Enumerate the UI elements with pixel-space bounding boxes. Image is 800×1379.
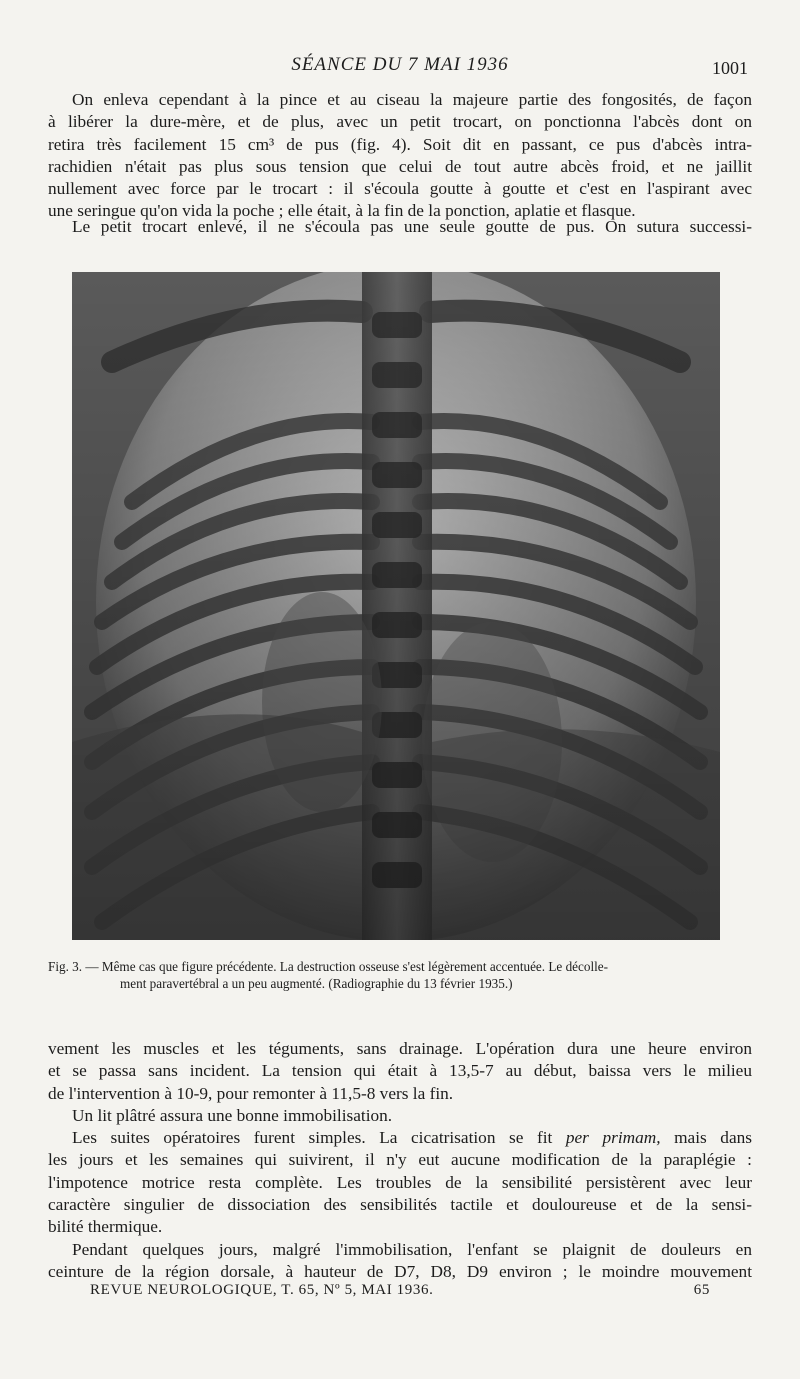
running-title: SÉANCE DU 7 MAI 1936 [291,54,509,75]
italic-phrase: per primam, [565,1128,661,1148]
text-line: et se passa sans incident. La tension qui était à 13,5-7 au début, baissa vers le milieu [48,1061,752,1081]
text-line: rachidien n'était pas plus sous tension que celui de tout autre abcès froid, et ne jaillit [48,156,752,176]
text-line: retira très facilement 15 cm³ de pus (fig. 4). Soit dit en passant, ce pus d'abcès intra- [48,134,752,154]
text-line [48,1127,752,1149]
text-line: caractère singulier de dissociation des sensibilités tactile et douloureuse et de la sensi- [48,1195,752,1215]
paragraph-operation [48,89,752,223]
text-fragment: Les suites opératoires furent simples. La cicatrisation se fit [72,1128,566,1148]
text-line: nullement avec force par le trocart : il s'écoula goutte à goutte et c'est en l'aspirant avec [48,179,752,199]
text-fragment: mais dans [660,1128,752,1148]
text-line: Un lit plâtré assura une bonne immobilisation. [72,1105,393,1125]
text-line: bilité thermique. [48,1217,163,1237]
signature-number: 65 [693,1282,710,1298]
paragraph-suture [48,216,752,238]
text-line: les jours et les semaines qui suivirent, il n'y eut aucune modification de la paraplégie : [48,1150,752,1170]
chest-radiograph-image [72,272,720,940]
text-line: de l'intervention à 10-9, pour remonter à 11,5-8 vers la fin. [48,1083,454,1103]
caption-line: ment paravertébral a un peu augmenté. (Radiographie du 13 février 1935.) [120,976,513,991]
figure-caption [48,958,754,992]
text-line: Le petit trocart enlevé, il ne s'écoula pas une seule goutte de pus. On sutura successi- [72,217,752,236]
running-head [0,52,800,82]
text-line: à libérer la dure-mère, et de plus, avec un petit trocart, on ponctionna l'abcès dont on [48,112,752,132]
text-line: vement les muscles et les téguments, sans drainage. L'opération dura une heure environ [48,1039,752,1058]
text-line: ceinture de la région dorsale, à hauteur de D7, D8, D9 environ ; le moindre mouvement [48,1261,752,1281]
caption-line: Fig. 3. — Même cas que figure précédente. La destruction osseuse s'est légèrement accentuée. Le décolle- [48,959,609,974]
journal-reference: REVUE NEUROLOGIQUE, T. 65, Nº 5, MAI 1936. [90,1282,434,1298]
text-line: Pendant quelques jours, malgré l'immobilisation, l'enfant se plaignit de douleurs en [72,1239,752,1259]
page-number: 1001 [712,58,748,78]
text-line: On enleva cependant à la pince et au ciseau la majeure partie des fongosités, de façon [72,90,752,109]
text-line: une seringue qu'on vida la poche ; elle était, à la fin de la ponction, aplatie et flasque. [48,201,636,221]
text-line: l'impotence motrice resta complète. Les troubles de la sensibilité persistèrent avec leur [48,1172,752,1192]
page-footer [90,1282,710,1299]
radiograph-figure [72,272,720,940]
paragraph-continuation [48,1038,752,1283]
